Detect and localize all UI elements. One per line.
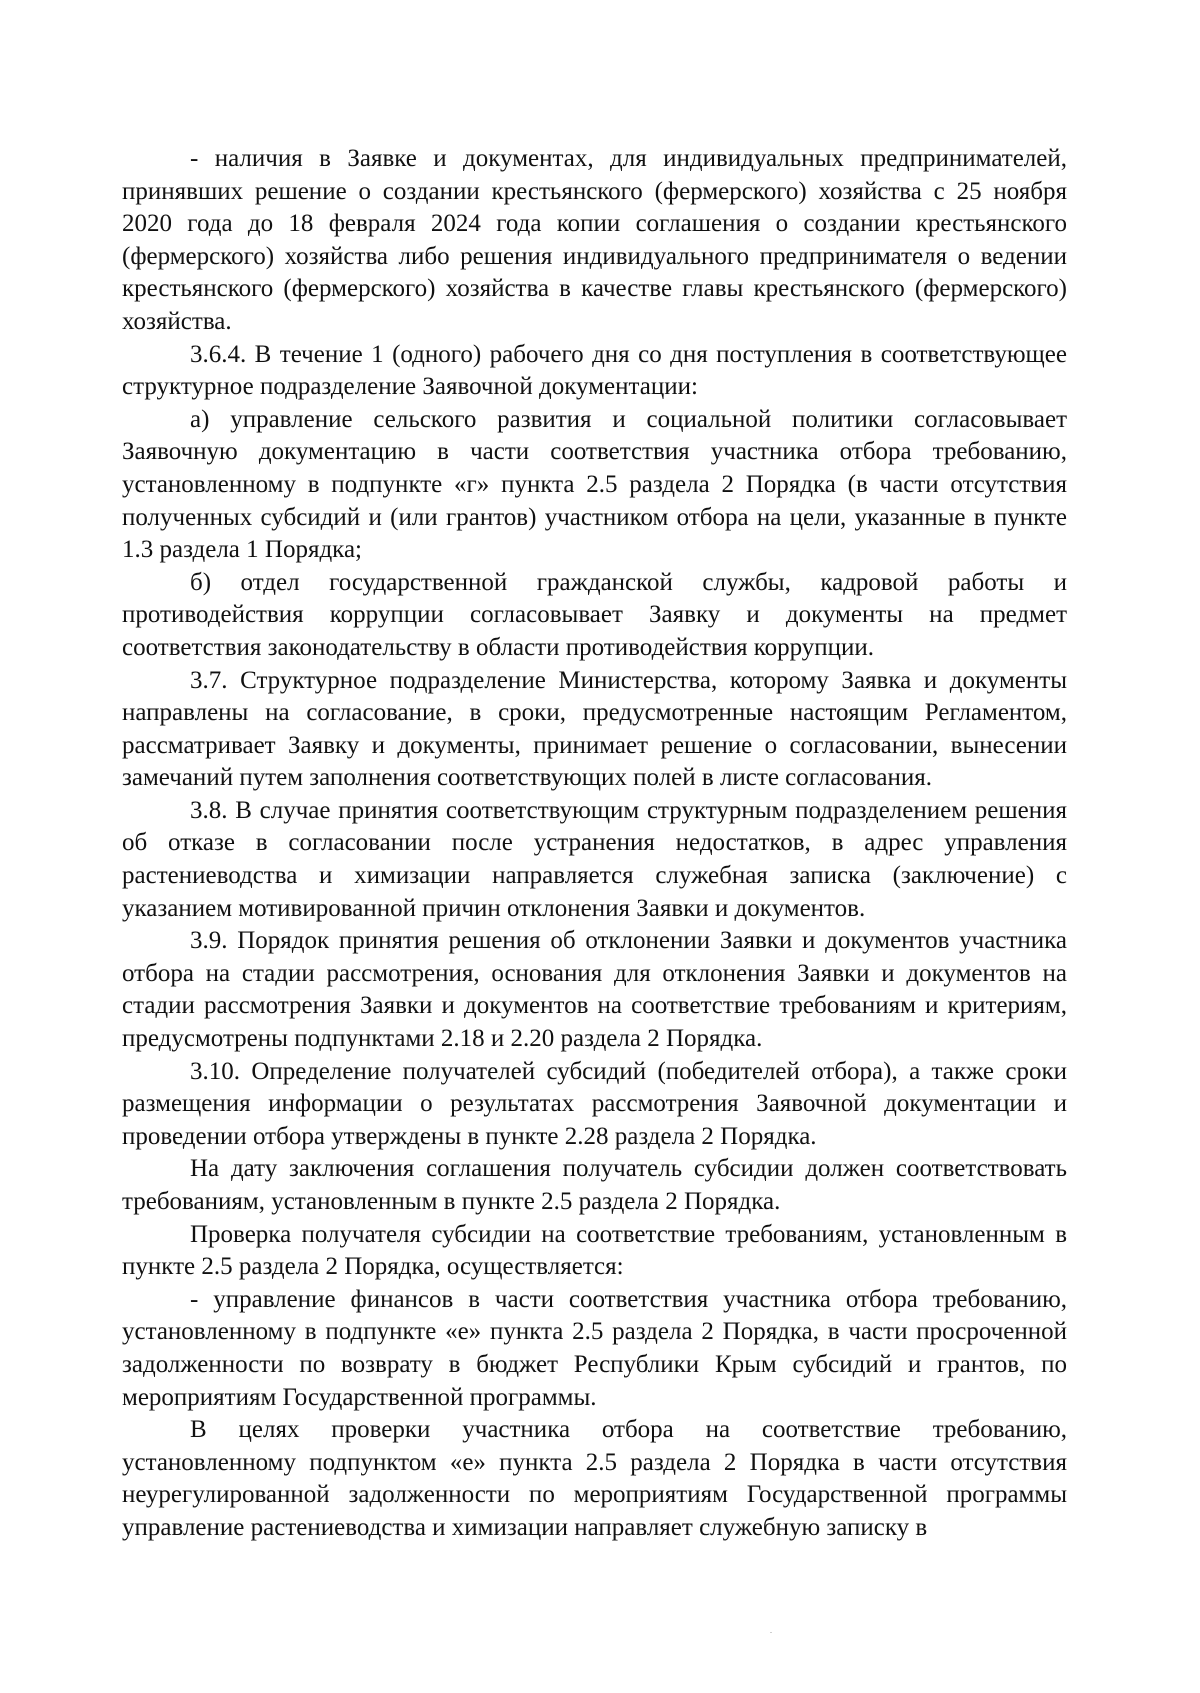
paragraph-3-6-4-b: б) отдел государственной гражданской службы, кадровой работы и противодействия коррупции согласовывает Заявку и документы на предмет соответствия законодательству в области противодействия коррупции.	[122, 568, 1067, 661]
scan-artifact	[770, 1632, 772, 1633]
paragraph-verification-purpose: В целях проверки участника отбора на соответствие требованию, установленному подпунктом «е» пункта 2.5 раздела 2 Порядка в части отсутствия неурегулированной задолженности по мероприятиям Государственной программы управление растениеводства и химизации направляет служебную записку в	[122, 1416, 1067, 1541]
paragraph-finance-department: - управление финансов в части соответствия участника отбора требованию, установленному в подпункте «е» пункта 2.5 раздела 2 Порядка, в части просроченной задолженности по возврату в бюджет Республики Крым субсидий и грантов, по мероприятиям Государственной программы.	[122, 1285, 1067, 1411]
paragraph-ip-copy-requirement: - наличия в Заявке и документах, для индивидуальных предпринимателей, принявших решение о создании крестьянского (фермерского) хозяйства с 25 ноября 2020 года до 18 февраля 2024 года копии соглашения о создании крестьянского (фермерского) хозяйства либо решения индивидуального предпринимателя о ведении крестьянского (фермерского) хозяйства в качестве главы крестьянского (фермерского) хозяйства.	[122, 145, 1067, 335]
paragraph-verification: Проверка получателя субсидии на соответствие требованиям, установленным в пункте 2.5 раздела 2 Порядка, осуществляется:	[122, 1220, 1067, 1281]
paragraph-3-8: 3.8. В случае принятия соответствующим структурным подразделением решения об отказе в согласовании после устранения недостатков, в адрес управления растениеводства и химизации направляется служебная записка (заключение) с указанием мотивированной причин отклонения Заявки и документов.	[122, 796, 1067, 922]
paragraph-3-6-4-a: а) управление сельского развития и социальной политики согласовывает Заявочную документацию в части соответствия участника отбора требованию, установленному в подпункте «г» пункта 2.5 раздела 2 Порядка (в части отсутствия полученных субсидий и (или грантов) участником отбора на цели, указанные в пункте 1.3 раздела 1 Порядка;	[122, 405, 1067, 564]
document-page	[122, 143, 1067, 1545]
paragraph-3-7: 3.7. Структурное подразделение Министерства, которому Заявка и документы направлены на согласование, в сроки, предусмотренные настоящим Регламентом, рассматривает Заявку и документы, принимает решение о согласовании, вынесении замечаний путем заполнения соответствующих полей в листе согласования.	[122, 666, 1067, 792]
paragraph-3-9: 3.9. Порядок принятия решения об отклонении Заявки и документов участника отбора на стадии рассмотрения, основания для отклонения Заявки и документов на стадии рассмотрения Заявки и документов на соответствие требованиям и критериям, предусмотрены подпунктами 2.18 и 2.20 раздела 2 Порядка.	[122, 927, 1067, 1053]
paragraph-3-6-4: 3.6.4. В течение 1 (одного) рабочего дня со дня поступления в соответствующее структурное подразделение Заявочной документации:	[122, 340, 1067, 401]
paragraph-3-10: 3.10. Определение получателей субсидий (победителей отбора), а также сроки размещения информации о результатах рассмотрения Заявочной документации и проведении отбора утверждены в пункте 2.28 раздела 2 Порядка.	[122, 1057, 1067, 1150]
paragraph-agreement-date: На дату заключения соглашения получатель субсидии должен соответствовать требованиям, установленным в пункте 2.5 раздела 2 Порядка.	[122, 1155, 1067, 1215]
